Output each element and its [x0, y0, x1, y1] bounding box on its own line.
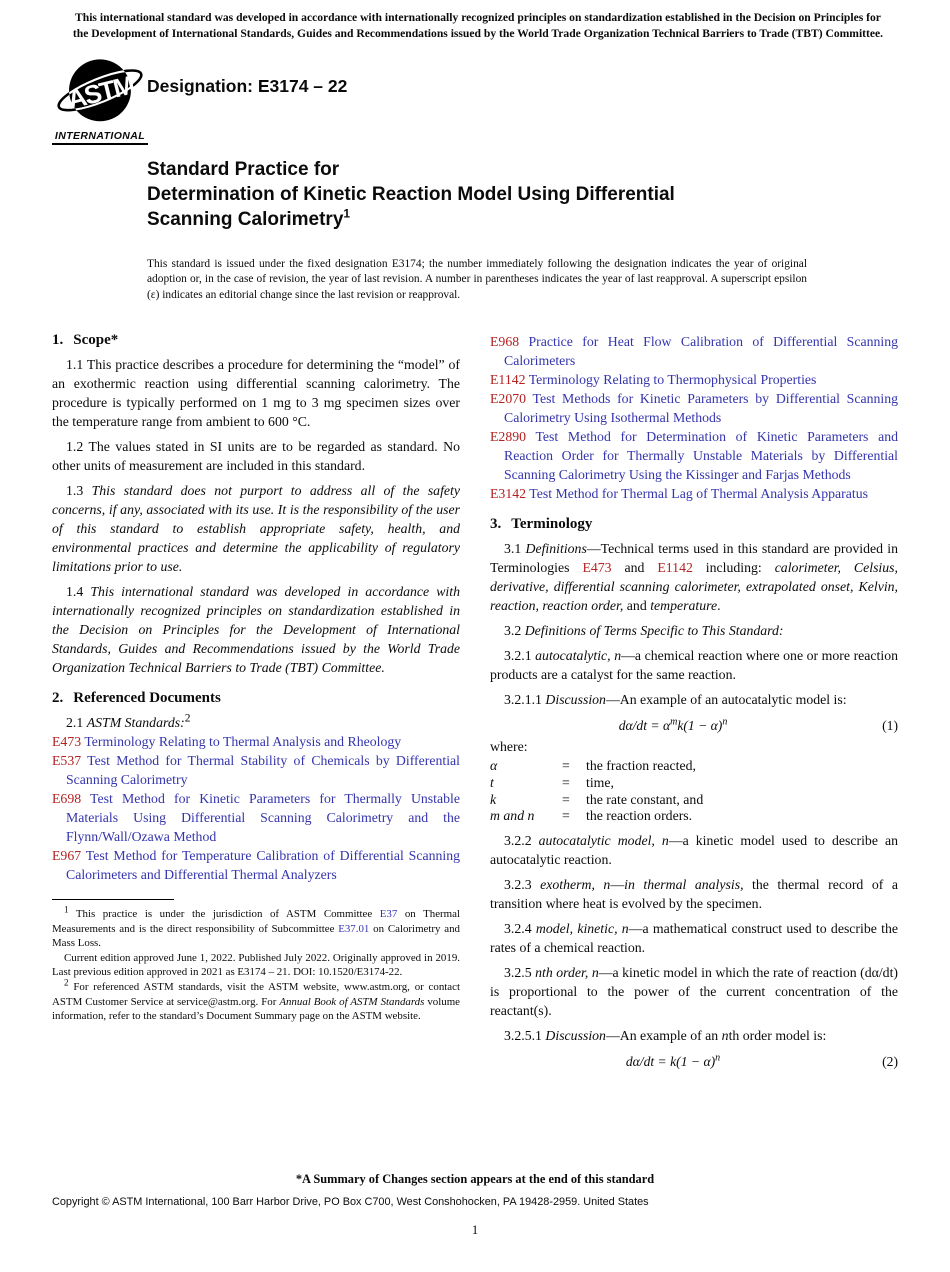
paragraph-3-2-1	[490, 646, 898, 684]
reference-item-e968	[490, 332, 898, 370]
astm-globe-icon	[54, 50, 146, 134]
paragraph-text: and	[611, 560, 658, 575]
variable-definitions	[490, 758, 898, 825]
where-label: where:	[490, 739, 528, 754]
reference-code-link[interactable]: E2890	[490, 429, 527, 444]
reference-title-link[interactable]: Terminology Relating to Thermal Analysis and Rheology	[84, 734, 402, 749]
paragraph-text: —a kinetic model used to describe an autocatalytic reaction.	[490, 833, 898, 868]
paragraph-number: 3.2.4	[504, 921, 536, 937]
astm-standards-label: ASTM Standards:	[86, 715, 185, 730]
variable-row-k	[490, 792, 898, 809]
paragraph-text: —Technical terms used in this standard are provided in Terminologies	[490, 541, 898, 575]
inline-ref-e473[interactable]: E473	[582, 560, 612, 575]
equation-1-number: (1)	[882, 718, 898, 733]
reference-title-link[interactable]: Test Method for Thermal Stability of Chemicals by Differential Scanning Calorimetry	[66, 753, 461, 787]
footnote-text: on Thermal Measurements and is the direct responsibility of Subcommittee	[52, 908, 460, 935]
scope-heading-text: Scope*	[73, 332, 119, 348]
paragraph-text: —a chemical reaction where one or more reaction products are a catalyst for the same reaction.	[490, 648, 899, 682]
paragraph-text: and	[623, 598, 651, 613]
paragraph-1-4	[52, 582, 460, 677]
paragraph-text: .	[717, 598, 721, 613]
dash: —	[610, 877, 625, 893]
reference-title-link[interactable]: Practice for Heat Flow Calibration of Differential Scanning Calorimeters	[504, 334, 898, 368]
equation-superscript: n	[722, 716, 728, 728]
paragraph-2-1	[52, 713, 460, 732]
footnote-block	[52, 899, 460, 1024]
footnote-marker: 2	[64, 977, 69, 988]
section-heading-terminology	[490, 516, 898, 533]
refdocs-heading-text: Referenced Documents	[73, 690, 221, 706]
defined-term: model, kinetic, n	[535, 921, 629, 937]
term-list: temperature	[650, 598, 718, 613]
reference-item-e967	[52, 846, 460, 884]
variable-symbol: k	[490, 791, 497, 807]
terminology-heading-text: Terminology	[511, 516, 593, 532]
equation-superscript: m	[670, 716, 678, 728]
section-heading-scope	[52, 332, 460, 349]
astm-logo-text: ASTM	[64, 71, 137, 115]
reference-title-link[interactable]: Test Method for Temperature Calibration of Differential Scanning Calorimeters and Differential Thermal Analyzers	[66, 848, 461, 882]
paragraph-number: 1.1	[66, 357, 87, 372]
footnote-2	[52, 977, 461, 1024]
reference-code-link[interactable]: E968	[490, 334, 520, 349]
equation-text: dα/dt = k(1 − α)	[625, 1054, 716, 1070]
document-title	[147, 157, 675, 232]
reference-title-link[interactable]: Test Method for Kinetic Parameters for Thermally Unstable Materials Using Differential Scanning Calorimetry and the Flynn/Wall/Ozawa Method	[66, 791, 460, 844]
right-column	[490, 330, 898, 1075]
reference-title-link[interactable]: Test Method for Thermal Lag of Thermal Analysis Apparatus	[529, 486, 869, 501]
defined-term: autocatalytic model, n	[538, 833, 669, 849]
variable-symbol: α	[490, 758, 498, 773]
footnote-marker-2[interactable]: 2	[184, 712, 191, 725]
paragraph-number: 3.2.5	[504, 965, 536, 981]
committee-e37-link[interactable]: E37	[379, 908, 398, 920]
equation-superscript: n	[715, 1052, 721, 1064]
reference-item-e537	[52, 751, 460, 789]
defined-term: exotherm, n	[540, 877, 611, 893]
astm-logo	[52, 50, 148, 145]
paragraph-number: 1.2	[66, 439, 89, 454]
reference-code-link[interactable]: E3142	[490, 486, 527, 501]
footnote-text: For referenced ASTM standards, visit the ASTM website, www.astm.org, or contact ASTM Customer Service at service@astm.org. For	[52, 980, 460, 1008]
paragraph-number: 3.2.1	[504, 648, 536, 663]
defined-term: nth order, n	[535, 965, 599, 981]
paragraph-text: The values stated in SI units are to be regarded as standard. No other units of measurement are included in this standard.	[52, 439, 460, 473]
reference-item-e473	[52, 732, 460, 751]
copyright-line: Copyright © ASTM International, 100 Barr Harbor Drive, PO Box C700, West Conshohocken, PA 19428-2959. United States	[52, 1196, 649, 1208]
paragraph-number: 3.1	[504, 541, 526, 556]
refdocs-heading-number: 2.	[52, 690, 64, 706]
reference-code-link[interactable]: E1142	[490, 372, 526, 387]
paragraph-text: —An example of an autocatalytic model is:	[605, 692, 847, 707]
footnote-marker: 1	[64, 904, 69, 915]
paragraph-text: —An example of an	[605, 1028, 722, 1044]
term-list: calorimeter, Celsius, derivative, differential scanning calorimeter, extrapolated onset, Kelvin, reaction, reaction order,	[490, 560, 898, 613]
astm-international-label: INTERNATIONAL	[52, 130, 148, 145]
paragraph-3-1	[490, 539, 898, 615]
footnote-text: on Calorimetry and Mass Loss.	[52, 922, 460, 950]
paragraph-number: 3.2	[504, 623, 525, 638]
paragraph-number: 1.4	[66, 584, 91, 599]
equation-1-body	[490, 718, 856, 734]
body-columns	[52, 330, 898, 1160]
paragraph-number: 1.3	[66, 483, 92, 498]
paragraph-text: This standard does not purport to address all of the safety concerns, if any, associated with its use. It is the responsibility of the user of this standard to establish appropriate safety, health, and environmental practices and determine the applicability of regulatory limitations prior to use.	[52, 483, 460, 574]
paragraph-number: 3.2.1.1	[504, 692, 546, 707]
left-column	[52, 330, 460, 1024]
equation-2-body	[490, 1054, 856, 1070]
reference-item-e3142	[490, 484, 898, 503]
designation-label: Designation: E3174 – 22	[147, 76, 348, 96]
paragraph-text: —a kinetic model in which the rate of reaction (dα/dt) is proportional to the power of the current concentration of the reactant(s).	[490, 965, 898, 1019]
variable-description: the rate constant, and	[586, 791, 704, 807]
paragraph-number: 2.1	[66, 715, 87, 730]
reference-item-e698	[52, 789, 460, 846]
reference-item-e1142	[490, 370, 898, 389]
paragraph-3-2-1-1	[490, 690, 898, 709]
wto-tbt-notice: This international standard was developed in accordance with internationally recognized principles on standardization established in the Decision on Principles for the Development of International Standards, Guides and Recommendations issued by the World Trade Organization Technical Barriers to Trade (TBT) Committee.	[72, 11, 884, 40]
reference-title-link[interactable]: Terminology Relating to Thermophysical Properties	[528, 372, 817, 387]
footnote-1	[52, 904, 460, 951]
paragraph-text: including:	[692, 560, 775, 575]
paragraph-3-2-2	[490, 831, 898, 869]
footnote-separator	[52, 899, 174, 900]
section-heading-referenced-documents	[52, 690, 460, 707]
variable-row-m-n	[490, 808, 898, 825]
discussion-label: Discussion	[545, 1028, 606, 1044]
variable-description: the reaction orders.	[586, 808, 693, 824]
variable-row-t	[490, 775, 898, 792]
title-footnote-marker[interactable]: 1	[343, 206, 351, 221]
equals-sign: =	[562, 791, 570, 807]
defined-term: Definitions	[525, 541, 587, 556]
summary-of-changes-note: *A Summary of Changes section appears at the end of this standard	[295, 1172, 655, 1186]
inline-ref-e1142[interactable]: E1142	[657, 560, 693, 575]
reference-title-link[interactable]: Test Methods for Kinetic Parameters by Differential Scanning Calorimetry Using Isothermal Methods	[504, 391, 898, 425]
equals-sign: =	[562, 758, 570, 773]
reference-code-link[interactable]: E967	[52, 848, 82, 863]
equals-sign: =	[562, 774, 570, 790]
paragraph-3-2-5-1	[490, 1026, 898, 1045]
title-line-3	[147, 207, 675, 232]
paragraph-1-2	[52, 437, 460, 475]
variable-description: time,	[586, 774, 614, 790]
footnote-edition: Current edition approved June 1, 2022. Published July 2022. Originally approved in 2019. Last previous edition approved in 2021 as E3174 – 21. DOI: 10.1520/E3174-22.	[52, 951, 460, 979]
footnote-text: This practice is under the jurisdiction of ASTM Committee	[68, 908, 380, 920]
paragraph-number: 3.2.3	[504, 877, 541, 893]
paragraph-text: —a mathematical construct used to describe the rates of a chemical reaction.	[490, 921, 899, 956]
reference-item-e2890	[490, 427, 898, 484]
annual-book-title: Annual Book of ASTM Standards	[279, 995, 425, 1008]
paragraph-1-1	[52, 355, 460, 431]
paragraph-1-3	[52, 481, 460, 576]
equation-text: dα/dt = α	[618, 718, 671, 733]
reference-code-link[interactable]: E698	[52, 791, 82, 806]
reference-item-e2070	[490, 389, 898, 427]
paragraph-text: th order model is:	[728, 1028, 827, 1044]
equation-2-number: (2)	[882, 1054, 898, 1070]
equation-1	[490, 718, 898, 734]
variable-symbol: m and n	[490, 808, 535, 824]
terminology-heading-number: 3.	[490, 516, 502, 532]
discussion-label: Discussion	[545, 692, 606, 707]
reference-title-link[interactable]: Test Method for Determination of Kinetic Parameters and Reaction Order for Thermally Unstable Materials by Differential Scanning Calorimetry Using the Kissinger and Farjas Methods	[504, 429, 898, 482]
variable-description: the fraction reacted,	[586, 758, 696, 773]
footnote-text: volume information, refer to the standard’s Document Summary page on the ASTM website.	[52, 995, 461, 1023]
variable-n: n	[721, 1028, 729, 1044]
paragraph-3-2-5	[490, 963, 898, 1020]
title-line-1: Standard Practice for	[147, 159, 340, 180]
variable-symbol: t	[490, 774, 494, 790]
paragraph-number: 3.2.5.1	[504, 1028, 546, 1044]
page-number: 1	[471, 1223, 479, 1237]
paragraph-text: This international standard was developed in accordance with internationally recognized principles on standardization established in the Decision on Principles for the Development of International Standards, Guides and Recommendations issued by the World Trade Organization Technical Barriers to Trade (TBT) Committee.	[52, 584, 460, 675]
subcommittee-e37-01-link[interactable]: E37.01	[338, 922, 370, 935]
paragraph-number: 3.2.2	[504, 833, 539, 849]
paragraph-3-2	[490, 621, 898, 640]
scope-heading-number: 1.	[52, 332, 64, 348]
paragraph-3-2-3	[490, 875, 898, 913]
defined-term: autocatalytic, n	[535, 648, 622, 663]
reference-code-link[interactable]: E473	[52, 734, 82, 749]
title-line-2: Determination of Kinetic Reaction Model Using Differential	[147, 184, 675, 205]
title-line-3-text: Scanning Calorimetry	[147, 209, 344, 230]
paragraph-text: Definitions of Terms Specific to This Standard:	[524, 623, 784, 638]
paragraph-3-2-4	[490, 919, 898, 957]
reference-code-link[interactable]: E2070	[490, 391, 527, 406]
defined-term-context: in thermal analysis	[624, 877, 741, 893]
equation-text: k(1 − α)	[677, 718, 723, 733]
paragraph-text: , the thermal record of a transition where heat is evolved by the specimen.	[490, 877, 898, 912]
equals-sign: =	[562, 808, 570, 824]
equation-2	[490, 1054, 898, 1070]
issue-note: This standard is issued under the fixed designation E3174; the number immediately following the designation indicates the year of original adoption or, in the case of revision, the year of last revision. A number in parentheses indicates the year of last reapproval. A superscript epsilon (ε) indicates an editorial change since the last revision or reapproval.	[147, 258, 807, 301]
variable-row-alpha	[490, 758, 898, 775]
reference-code-link[interactable]: E537	[52, 753, 82, 768]
paragraph-text: This practice describes a procedure for determining the “model” of an exothermic reaction using differential scanning calorimetry. The procedure is typically performed on 1 mg to 3 mg specimen sizes over the temperature range from ambient to 600 °C.	[52, 357, 460, 429]
